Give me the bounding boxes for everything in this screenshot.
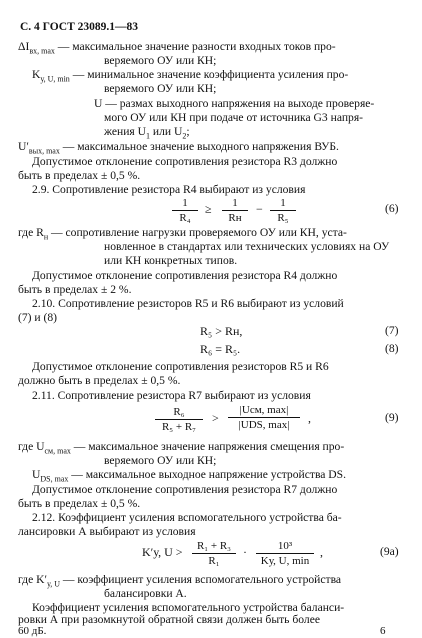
paragraph-line: балансировки А.: [104, 587, 187, 600]
equation-number: (7): [385, 324, 399, 337]
paragraph-line: должно быть в пределах ± 0,5 %.: [18, 374, 181, 387]
symbol: ΔI: [18, 40, 30, 53]
paragraph-line: Допустимое отклонение сопротивления резисторов R5 и R6: [32, 360, 329, 373]
section-2-10-title: 2.10. Сопротивление резисторов R5 и R6 выбирают из условий: [32, 297, 344, 310]
subscript: у, U, min: [40, 74, 70, 84]
eq6-fraction-2: [222, 197, 248, 224]
paragraph-line: Допустимое отклонение сопротивления резистора R7 должно: [32, 483, 338, 496]
section-2-12-title: 2.12. Коэффициент усиления вспомогательного устройства ба-: [32, 511, 342, 524]
text: — максимальное значение напряжения смещения про-: [70, 440, 345, 453]
equation-number: (6): [385, 202, 399, 215]
def-line-2: веряемого ОУ или КН;: [104, 54, 217, 67]
def-line-5: U — размах выходного напряжения на выходе проверяе-: [94, 97, 375, 110]
numerator: 1: [270, 197, 296, 211]
denominator: |UDS, max|: [238, 419, 290, 431]
numerator: |Uсм, max|: [228, 404, 300, 418]
eq6-operator: −: [256, 202, 263, 216]
paragraph-line: Коэффициент усиления вспомогательного устройства баланси-: [32, 601, 345, 614]
eq9a-lhs: K′у, U >: [142, 545, 183, 559]
text: — максимальное значение выходного напряжения ВУБ.: [59, 140, 339, 153]
subscript: см, max: [44, 446, 71, 456]
subscript: н: [43, 232, 49, 242]
subscript: 2: [182, 131, 187, 141]
text: ;: [186, 125, 190, 138]
equation-number: (9a): [380, 545, 399, 558]
eq7-expression: R₅ > Rн,: [200, 324, 243, 338]
text: — сопротивление нагрузки проверяемого ОУ или КН, уста-: [48, 226, 347, 239]
paragraph-line: лансировки А выбирают из условия: [18, 525, 196, 538]
paragraph-line: веряемого ОУ или КН;: [104, 454, 217, 467]
denominator: R₄: [179, 212, 191, 224]
text: — коэффициент усиления вспомогательного устройства: [60, 573, 342, 586]
def-line-6: мого ОУ или КН при подаче от источника G3 напря-: [104, 111, 364, 124]
eq9-operator: >: [212, 411, 219, 425]
text: жения U: [104, 125, 147, 138]
numerator: 1: [222, 197, 248, 211]
def-line-4: веряемого ОУ или КН;: [104, 82, 217, 95]
subscript: вх, max: [29, 46, 55, 56]
equation-number: (8): [385, 342, 399, 355]
text: где U: [18, 440, 45, 453]
denominator: R₅ + R₇: [161, 421, 197, 433]
symbol: U′: [18, 140, 29, 153]
eq9-fraction-1: [155, 406, 203, 433]
page-number: 6: [380, 625, 386, 637]
eq9a-dot: ·: [243, 545, 247, 559]
eq9a-tail: ,: [320, 545, 323, 559]
text: — максимальное выходное напряжение устройства DS.: [68, 468, 347, 481]
text: или U: [150, 125, 183, 138]
eq8-expression: R₆ = R₅.: [200, 342, 241, 356]
denominator: R₁: [208, 555, 220, 567]
paragraph-line: (7) и (8): [18, 311, 58, 324]
section-2-11-title: 2.11. Сопротивление резистора R7 выбирают из условия: [32, 389, 311, 402]
paragraph-line: или КН конкретных типов.: [104, 254, 238, 267]
eq9-fraction-2: [228, 404, 300, 431]
symbol: U: [32, 468, 41, 481]
text: — максимальное значение разности входных токов про-: [54, 40, 336, 53]
eq9-tail: ,: [308, 411, 311, 425]
numerator: 10³: [256, 540, 314, 554]
paragraph-line: быть в пределах ± 0,5 %.: [18, 497, 141, 510]
eq6-fraction-1: [172, 197, 198, 224]
denominator: Kу, U, min: [260, 555, 310, 567]
page-header: С. 4 ГОСТ 23089.1—83: [20, 21, 139, 33]
denominator: R₅: [277, 212, 289, 224]
text: где K′: [18, 573, 48, 586]
text: где R: [18, 226, 44, 239]
paragraph-line: 60 дБ.: [18, 625, 47, 637]
equation-number: (9): [385, 411, 399, 424]
eq9a-fraction-1: [192, 540, 236, 567]
subscript: вых, max: [28, 146, 60, 156]
section-2-9-title: 2.9. Сопротивление резистора R4 выбирают из условия: [32, 183, 306, 196]
numerator: R₆: [155, 406, 203, 420]
paragraph-line: Допустимое отклонение сопротивления резистора R3 должно: [32, 155, 338, 168]
text: — минимальное значение коэффициента усиления про-: [69, 68, 349, 81]
denominator: Rн: [228, 212, 242, 224]
paragraph-line: новленное в стандартах или технических условиях на ОУ: [104, 240, 390, 253]
paragraph-line: быть в пределах ± 0,5 %.: [18, 169, 141, 182]
eq6-fraction-3: [270, 197, 296, 224]
paragraph-line: ровки А при разомкнутой обратной связи должен быть более: [18, 613, 320, 626]
subscript: у, U: [47, 579, 61, 589]
subscript: DS, max: [40, 474, 69, 484]
numerator: R₁ + R₃: [192, 540, 236, 554]
numerator: 1: [172, 197, 198, 211]
eq9a-fraction-2: [256, 540, 314, 567]
eq6-operator: ≥: [205, 202, 212, 216]
symbol: K: [32, 68, 41, 81]
paragraph-line: Допустимое отклонение сопротивления резистора R4 должно: [32, 269, 338, 282]
paragraph-line: быть в пределах ± 2 %.: [18, 283, 132, 296]
subscript: 1: [146, 131, 151, 141]
